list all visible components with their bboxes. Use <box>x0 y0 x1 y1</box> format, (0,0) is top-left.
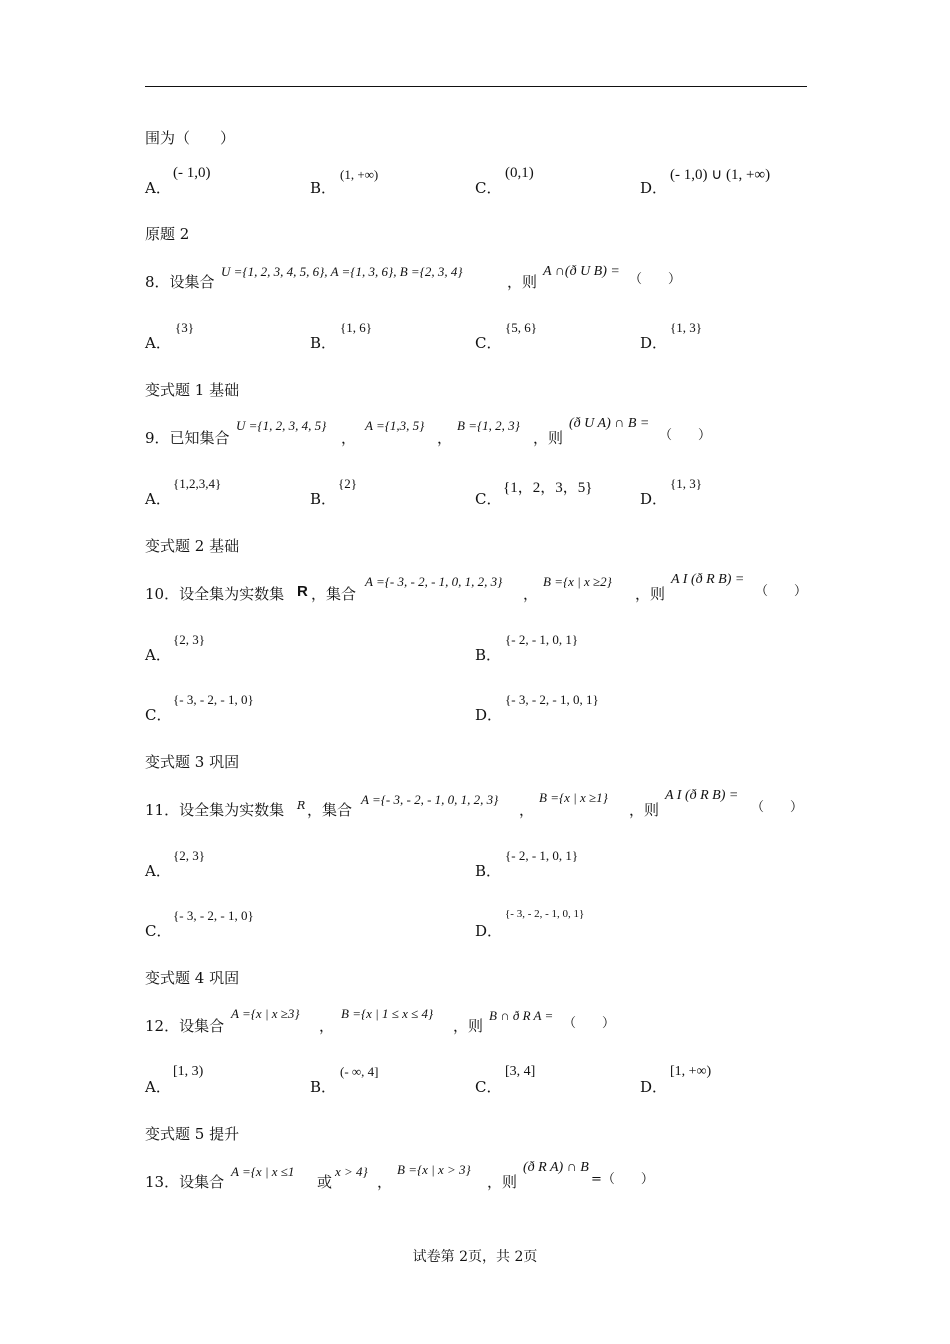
q7-tail: 围为（ ） <box>145 129 236 147</box>
header-rule <box>145 86 807 87</box>
page-footer: 试卷第 2页，共 2页 <box>412 1249 538 1265</box>
q10-stem: 10．设全集为实数集 R ，集合 A ={- 3, - 2, - 1, 0, 1, 2, 3} ， B ={x | x ≥2} ，则 A I (ð R B) = （ ） <box>145 572 808 603</box>
heading-variant-2: 变式题 2 基础 <box>145 537 240 555</box>
q8-stem: 8．设集合 U ={1, 2, 3, 4, 5, 6}, A ={1, 3, 6}, B ={2, 3, 4} ，则 A ∩(ð U B) = （ ） <box>145 264 682 291</box>
q11-stem: 11．设全集为实数集 R ，集合 A ={- 3, - 2, - 1, 0, 1, 2, 3} ， B ={x | x ≥1} ，则 A I (ð R B) = （ ） <box>145 788 804 819</box>
heading-variant-1: 变式题 1 基础 <box>145 381 240 399</box>
q9-stem: 9．已知集合 U ={1, 2, 3, 4, 5} ， A ={1,3, 5} ， B ={1, 2, 3} ，则 (ð U A) ∩ B = （ ） <box>145 416 712 447</box>
q13-stem: 13．设集合 A ={x | x ≤1 或 x > 4} ， B ={x | x > 3} ，则 (ð R A) ∩ B =（ ） <box>145 1160 654 1191</box>
heading-variant-5: 变式题 5 提升 <box>145 1125 240 1143</box>
heading-variant-3: 变式题 3 巩固 <box>145 753 240 771</box>
heading-original-2: 原题 2 <box>145 225 190 243</box>
heading-variant-4: 变式题 4 巩固 <box>145 969 240 987</box>
q12-stem: 12．设集合 A ={x | x ≥3} ， B ={x | 1 ≤ x ≤ 4} ，则 B ∩ ð R A = （ ） <box>145 1006 616 1035</box>
